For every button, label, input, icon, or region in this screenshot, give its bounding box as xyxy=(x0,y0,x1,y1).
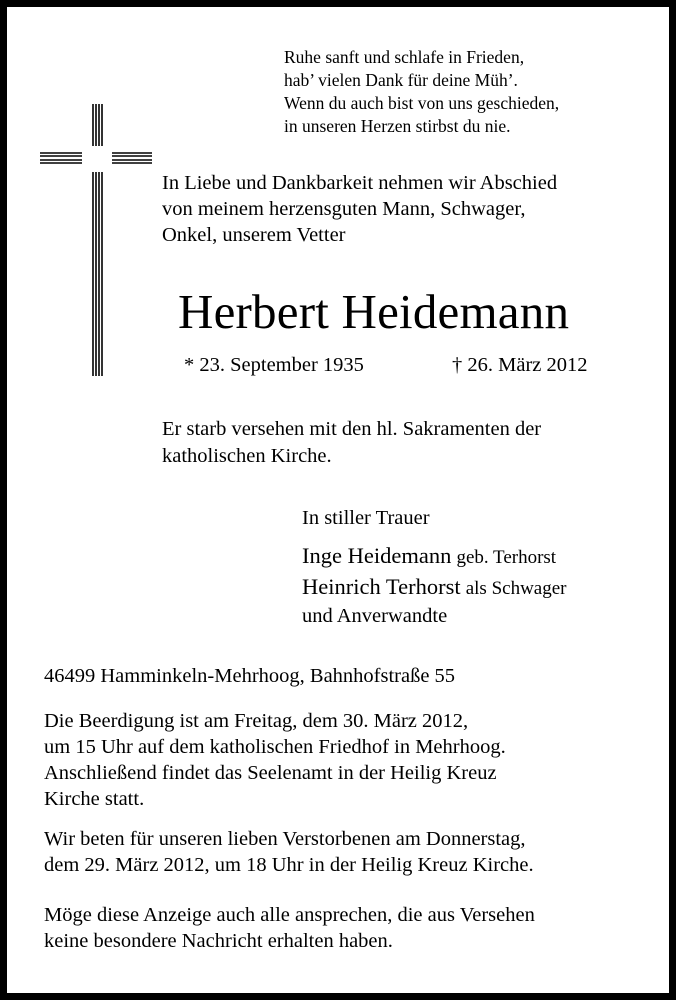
prayer-line: Wir beten für unseren lieben Verstorbenen am Donnerstag, xyxy=(44,828,526,850)
poem-line: in unseren Herzen stirbst du nie. xyxy=(284,116,511,136)
mourner-name: Inge Heidemann xyxy=(302,543,452,568)
cross-icon xyxy=(36,100,156,380)
address: 46499 Hamminkeln-Mehrhoog, Bahnhofstraße 55 xyxy=(44,665,456,687)
mourner-name: Heinrich Terhorst xyxy=(302,574,461,599)
birth-date: * 23. September 1935 xyxy=(184,354,364,376)
intro-line: von meinem herzensguten Mann, Schwager, xyxy=(162,198,526,220)
mourner-note: geb. Terhorst xyxy=(456,547,557,568)
intro-line: Onkel, unserem Vetter xyxy=(162,224,346,246)
poem-line: hab’ vielen Dank für deine Müh’. xyxy=(284,70,518,90)
deceased-name: Herbert Heidemann xyxy=(178,284,570,339)
funeral-line: Kirche statt. xyxy=(44,788,145,810)
poem-line: Wenn du auch bist von uns geschieden, xyxy=(284,93,560,113)
poem-line: Ruhe sanft und schlafe in Frieden, xyxy=(284,47,525,67)
death-date: † 26. März 2012 xyxy=(452,354,588,376)
mourners-heading: In stiller Trauer xyxy=(302,507,430,529)
mourner-row xyxy=(302,542,556,571)
mourner-row xyxy=(302,573,567,602)
funeral-line: Anschließend findet das Seelenamt in der Heilig Kreuz xyxy=(44,762,497,784)
mourners-closing: und Anverwandte xyxy=(302,605,448,627)
notice-line: Möge diese Anzeige auch alle ansprechen, die aus Versehen xyxy=(44,904,535,926)
sacrament-line: Er starb versehen mit den hl. Sakramenten der xyxy=(162,418,542,440)
prayer-line: dem 29. März 2012, um 18 Uhr in der Heilig Kreuz Kirche. xyxy=(44,854,534,876)
funeral-line: um 15 Uhr auf dem katholischen Friedhof in Mehrhoog. xyxy=(44,736,506,758)
sacrament-line: katholischen Kirche. xyxy=(162,445,332,467)
intro-line: In Liebe und Dankbarkeit nehmen wir Abschied xyxy=(162,172,558,194)
mourner-note: als Schwager xyxy=(465,578,567,599)
notice-line: keine besondere Nachricht erhalten haben. xyxy=(44,930,393,952)
funeral-line: Die Beerdigung ist am Freitag, dem 30. März 2012, xyxy=(44,710,469,732)
